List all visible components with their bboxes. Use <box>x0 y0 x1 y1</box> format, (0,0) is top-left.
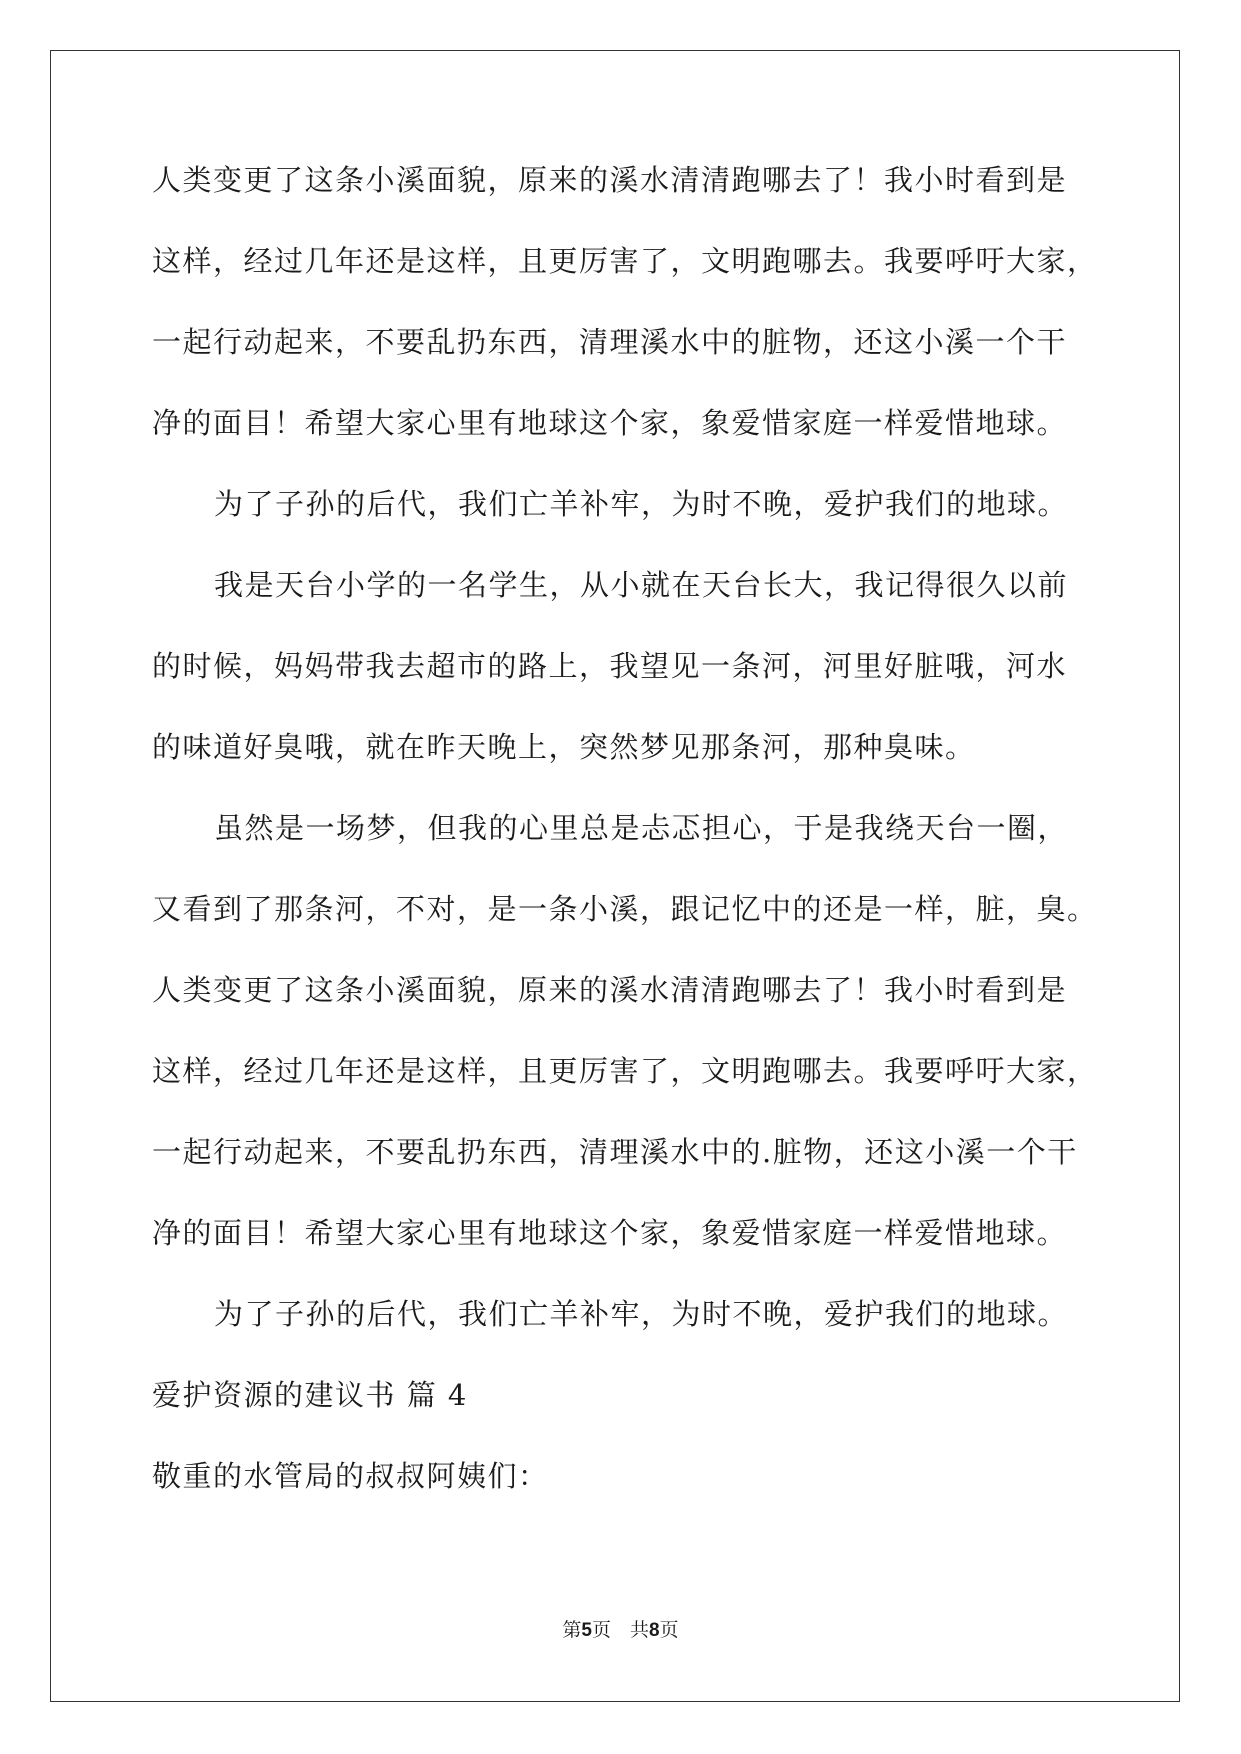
footer-suffix: 页 <box>659 1619 679 1641</box>
current-page-number: 5 <box>581 1620 592 1641</box>
text-line: 净的面目！希望大家心里有地球这个家，象爱惜家庭一样爱惜地球。 <box>152 1216 1068 1250</box>
text-line: 一起行动起来，不要乱扔东西，清理溪水中的.脏物，还这小溪一个干 <box>152 1135 1078 1169</box>
text-line: 人类变更了这条小溪面貌，原来的溪水清清跑哪去了！我小时看到是 <box>152 973 1068 1007</box>
text-line: 这样，经过几年还是这样，且更厉害了，文明跑哪去。我要呼吁大家， <box>152 1054 1098 1088</box>
footer-prefix: 第 <box>562 1619 582 1641</box>
text-line: 一起行动起来，不要乱扔东西，清理溪水中的脏物，还这小溪一个干 <box>152 325 1068 359</box>
text-line: 净的面目！希望大家心里有地球这个家，象爱惜家庭一样爱惜地球。 <box>152 406 1068 440</box>
footer-mid: 页 共 <box>591 1619 649 1641</box>
document-body <box>152 160 1102 1537</box>
text-line: 这样，经过几年还是这样，且更厉害了，文明跑哪去。我要呼吁大家， <box>152 244 1098 278</box>
section-heading: 爱护资源的建议书 篇 4 <box>152 1378 468 1412</box>
paragraph-start: 我是天台小学的一名学生，从小就在天台长大，我记得很久以前 <box>214 568 1069 602</box>
text-line: 的味道好臭哦，就在昨天晚上，突然梦见那条河，那种臭味。 <box>152 730 976 764</box>
total-page-number: 8 <box>649 1620 660 1641</box>
text-line: 的时候，妈妈带我去超市的路上，我望见一条河，河里好脏哦，河水 <box>152 649 1068 683</box>
page-footer <box>0 1618 1241 1643</box>
text-line: 人类变更了这条小溪面貌，原来的溪水清清跑哪去了！我小时看到是 <box>152 163 1068 197</box>
paragraph-start: 虽然是一场梦，但我的心里总是忐忑担心，于是我绕天台一圈， <box>214 811 1069 845</box>
salutation: 敬重的水管局的叔叔阿姨们： <box>152 1459 549 1493</box>
paragraph-start: 为了子孙的后代，我们亡羊补牢，为时不晚，爱护我们的地球。 <box>214 487 1069 521</box>
paragraph-start: 为了子孙的后代，我们亡羊补牢，为时不晚，爱护我们的地球。 <box>214 1297 1069 1331</box>
text-line: 又看到了那条河，不对，是一条小溪，跟记忆中的还是一样，脏，臭。 <box>152 892 1098 926</box>
